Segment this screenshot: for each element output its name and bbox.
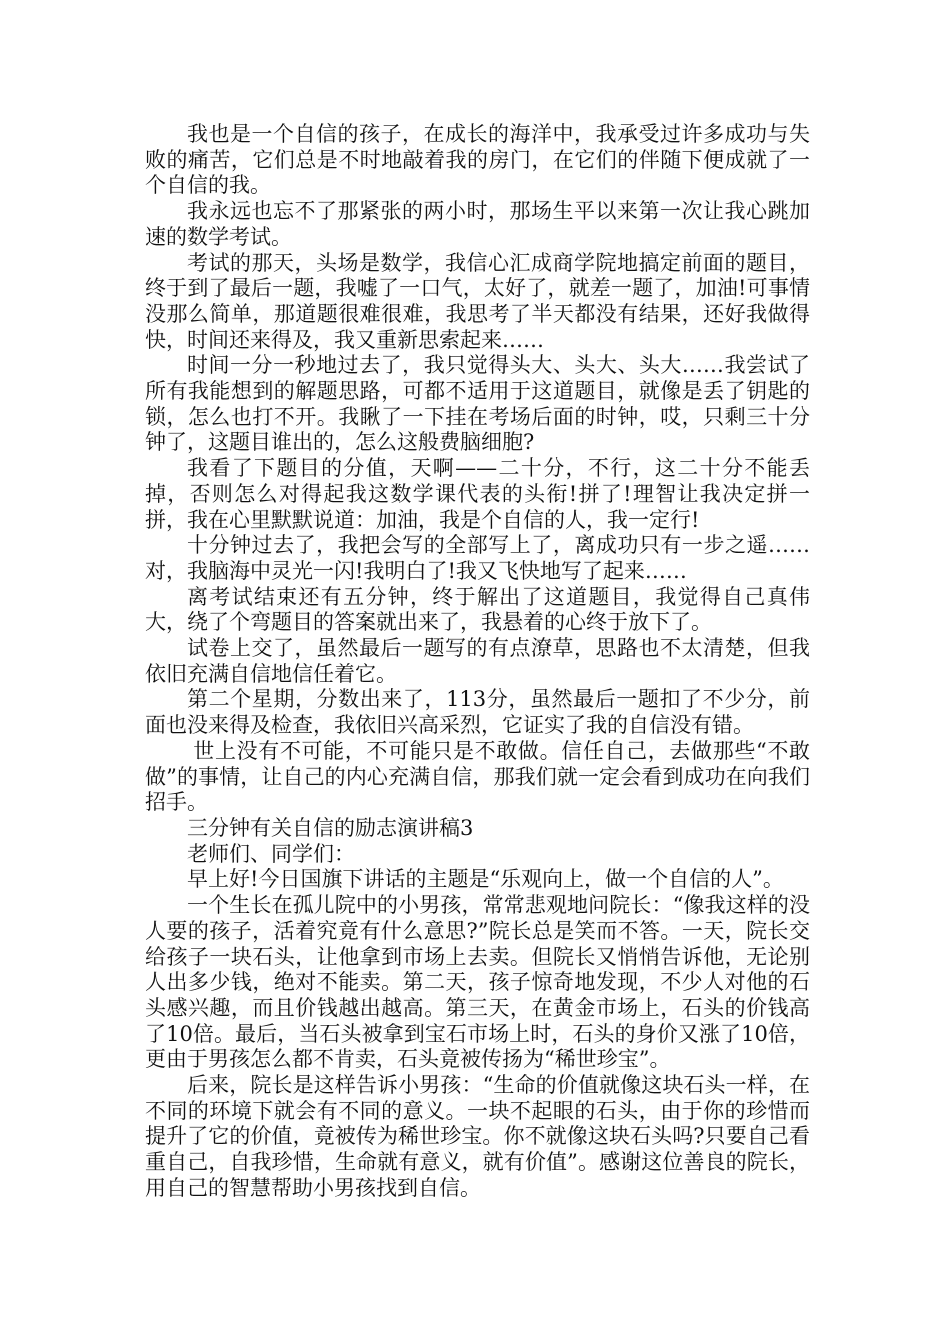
paragraph: 我看了下题目的分值，天啊——二十分，不行，这二十分不能丢掉，否则怎么对得起我这数学课代表的头衔!拼了!理智让我决定拼一拼，我在心里默默说道：加油，我是个自信的人，我一定行! xyxy=(145,456,810,532)
paragraph: 试卷上交了，虽然最后一题写的有点潦草，思路也不太清楚，但我依旧充满自信地信任着它。 xyxy=(145,636,810,686)
paragraph: 后来，院长是这样告诉小男孩：“生命的价值就像这块石头一样，在不同的环境下就会有不同的意义。一块不起眼的石头，由于你的珍惜而提升了它的价值，竟被传为稀世珍宝。你不就像这块石头吗?只要自己看重自己，自我珍惜，生命就有意义，就有价值”。感谢这位善良的院长，用自己的智慧帮助小男孩找到自信。 xyxy=(145,1073,810,1200)
paragraph: 时间一分一秒地过去了，我只觉得头大、头大、头大……我尝试了所有我能想到的解题思路，可都不适用于这道题目，就像是丢了钥匙的锁，怎么也打不开。我瞅了一下挂在考场后面的时钟，哎，只剩三十分钟了，这题目谁出的，怎么这般费脑细胞? xyxy=(145,353,810,455)
section-heading: 三分钟有关自信的励志演讲稿3 xyxy=(187,815,474,840)
paragraph: 一个生长在孤儿院中的小男孩，常常悲观地问院长：“像我这样的没人要的孩子，活着究竟有什么意思?”院长总是笑而不答。一天，院长交给孩子一块石头，让他拿到市场上去卖。但院长又悄悄告诉他，无论别人出多少钱，绝对不能卖。第二天，孩子惊奇地发现，不少人对他的石头感兴趣，而且价钱越出越高。第三天，在黄金市场上，石头的价钱高了10倍。最后，当石头被拿到宝石市场上时，石头的身价又涨了10倍，更由于男孩怎么都不肯卖，石头竟被传扬为“稀世珍宝”。 xyxy=(145,893,810,1072)
paragraph: 考试的那天，头场是数学，我信心汇成商学院地搞定前面的题目，终于到了最后一题，我嘘了一口气，太好了，就差一题了，加油!可事情没那么简单，那道题很难很难，我思考了半天都没有结果，还好我做得快，时间还来得及，我又重新思索起来…… xyxy=(145,250,810,352)
paragraph: 十分钟过去了，我把会写的全部写上了，离成功只有一步之遥……对，我脑海中灵光一闪!我明白了!我又飞快地写了起来…… xyxy=(145,533,810,583)
paragraph: 我也是一个自信的孩子，在成长的海洋中，我承受过许多成功与失败的痛苦，它们总是不时地敲着我的房门，在它们的伴随下便成就了一个自信的我。 xyxy=(145,122,810,198)
paragraph: 我永远也忘不了那紧张的两小时，那场生平以来第一次让我心跳加速的数学考试。 xyxy=(145,199,810,249)
paragraph: 第二个星期，分数出来了，113分，虽然最后一题扣了不少分，前面也没来得及检查，我依旧兴高采烈，它证实了我的自信没有错。 xyxy=(145,687,810,738)
paragraph: 离考试结束还有五分钟，终于解出了这道题目，我觉得自己真伟大，绕了个弯题目的答案就出来了，我悬着的心终于放下了。 xyxy=(145,584,810,635)
paragraph: 世上没有不可能，不可能只是不敢做。信任自己，去做那些“不敢做”的事情，让自己的内心充满自信，那我们就一定会看到成功在向我们招手。 xyxy=(145,738,810,815)
salutation: 老师们、同学们： xyxy=(187,841,355,866)
document-body xyxy=(145,122,810,1202)
paragraph: 早上好!今日国旗下讲话的主题是“乐观向上，做一个自信的人”。 xyxy=(187,867,784,892)
